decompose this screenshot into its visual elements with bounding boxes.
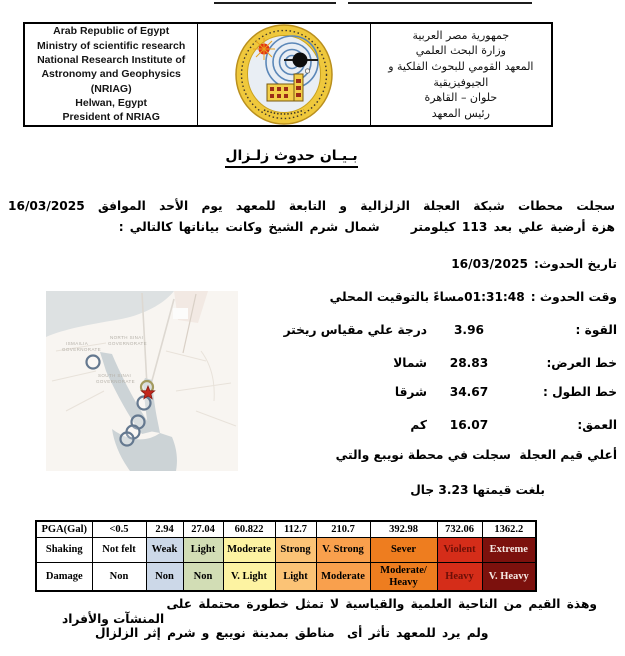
pga-header-row (36, 521, 536, 538)
shaking-row-label: Shaking (36, 538, 92, 563)
detail-row-date (451, 257, 617, 271)
detail-suffix: كم (410, 418, 427, 432)
header-line: National Research Institute of (37, 54, 186, 67)
header-line: الجيوفيزيقية (433, 75, 489, 89)
scan-artifact-line (348, 2, 532, 4)
damage-cell: V. Light (223, 563, 275, 592)
detail-suffix: شمالا (393, 356, 427, 370)
detail-label: خط العرض: (546, 356, 617, 370)
header-line: Helwan, Egypt (75, 96, 148, 109)
header-line: Astronomy and Geophysics (41, 68, 181, 81)
damage-cell: V. Heavy (482, 563, 536, 592)
svg-text:GOVERNORATE: GOVERNORATE (62, 347, 102, 352)
svg-text:NORTH SINAI: NORTH SINAI (110, 335, 144, 340)
note-line-3: ولم يرد للمعهد تأثر أى مناطق بمدينة نويبع و شرم إثر الزلزال (95, 626, 489, 640)
shaking-cell: Sever (370, 538, 437, 563)
acceleration-note-line-2: بلغت قيمتها 3.23 جال (410, 483, 545, 497)
damage-cell: Non (146, 563, 183, 592)
statement-title-wrap (0, 145, 625, 168)
pga-value-cell: <0.5 (92, 521, 146, 538)
shaking-cell: Not felt (92, 538, 146, 563)
detail-suffix: شرقا (394, 385, 427, 399)
pga-value-cell: 112.7 (275, 521, 316, 538)
header-cell-english (25, 24, 197, 125)
detail-row-longitude (395, 385, 617, 399)
detail-label: وقت الحدوث : (530, 290, 617, 304)
note-line-2: المنشآت والأفراد (62, 612, 165, 626)
shaking-cell: Moderate (223, 538, 275, 563)
detail-value: 34.67 (449, 385, 489, 399)
header-line: Ministry of scientific research (37, 39, 186, 52)
header-line: المعهد القومي للبحوث الفلكية و (388, 59, 534, 73)
damage-row (36, 563, 536, 592)
header-line: (NRIAG) (90, 82, 132, 95)
acceleration-note-line-1: أعلي قيم العجلة سجلت في محطة نويبع والتي (335, 448, 617, 462)
damage-cell: Moderate (316, 563, 370, 592)
detail-label: العمق: (577, 418, 617, 432)
damage-row-label: Damage (36, 563, 92, 592)
detail-value: 16/03/2025 (451, 257, 528, 271)
detail-value: 01:31:48 (464, 290, 525, 304)
detail-row-latitude (393, 356, 617, 370)
intro-line-2: هزة أرضية علي بعد 113 كيلومتر شمال شرم الشيخ وكانت بياناتها كالتالي : (118, 219, 615, 234)
shaking-cell: Light (183, 538, 223, 563)
damage-cell: Non (92, 563, 146, 592)
detail-value: 16.07 (449, 418, 489, 432)
pga-value-cell: 210.7 (316, 521, 370, 538)
detail-label: تاريخ الحدوث: (533, 257, 617, 271)
header-line: Arab Republic of Egypt (53, 25, 170, 38)
location-map-image (46, 291, 238, 471)
pga-value-cell: 392.98 (370, 521, 437, 538)
svg-text:SOUTH SINAI: SOUTH SINAI (98, 373, 132, 378)
intro-line-1: سجلت محطات شبكة العجلة الزلزالية و التابعة للمعهد يوم الأحد الموافق 16/03/2025 (8, 199, 615, 213)
svg-text:ISMAILIA: ISMAILIA (66, 341, 89, 346)
statement-title: بـيـان حدوث زلـزال (225, 148, 357, 168)
event-details (265, 257, 617, 517)
shaking-cell: Strong (275, 538, 316, 563)
damage-cell: Heavy (437, 563, 482, 592)
station-marker-icon (121, 433, 134, 446)
scan-artifact-line (214, 2, 336, 4)
intro-paragraph (8, 196, 615, 237)
shaking-row (36, 538, 536, 563)
pga-row-label: PGA(Gal) (36, 521, 92, 538)
note-line-1: وهذة القيم من الناحية العلمية والقياسية لا تمثل خطورة محتملة على (166, 597, 597, 611)
detail-suffix: درجة علي مقياس ريختر (283, 323, 427, 337)
nriag-logo-icon (234, 24, 334, 125)
station-marker-icon (87, 356, 100, 369)
org-header-table (23, 22, 553, 127)
detail-row-magnitude (284, 323, 617, 337)
damage-cell: Light (275, 563, 316, 592)
svg-text:GOVERNORATE: GOVERNORATE (96, 379, 136, 384)
detail-value: 28.83 (449, 356, 489, 370)
detail-label: القوة : (575, 323, 617, 337)
pga-value-cell: 60.822 (223, 521, 275, 538)
shaking-cell: Extreme (482, 538, 536, 563)
detail-row-time (330, 290, 617, 304)
header-line: وزارة البحث العلمي (415, 44, 506, 58)
epicenter-map (46, 291, 238, 471)
pga-value-cell: 732.06 (437, 521, 482, 538)
header-cell-arabic (371, 24, 551, 125)
header-line: President of NRIAG (62, 111, 160, 124)
pga-value-cell: 27.04 (183, 521, 223, 538)
shaking-cell: V. Strong (316, 538, 370, 563)
pga-value-cell: 2.94 (146, 521, 183, 538)
damage-cell: Non (183, 563, 223, 592)
header-line: رئيس المعهد (431, 106, 490, 120)
pga-value-cell: 1362.2 (482, 521, 536, 538)
shaking-cell: Weak (146, 538, 183, 563)
detail-row-depth (410, 418, 617, 432)
damage-cell: Moderate/ Heavy (370, 563, 437, 592)
shaking-cell: Violent (437, 538, 482, 563)
detail-value: 3.96 (453, 323, 485, 337)
detail-suffix: مساءً بالتوقيت المحلي (329, 290, 465, 304)
pga-intensity-table (35, 520, 537, 592)
header-line: جمهورية مصر العربية (412, 28, 510, 42)
header-cell-logo (197, 24, 370, 125)
svg-text:GOVERNORATE: GOVERNORATE (108, 341, 148, 346)
header-line: حلوان – القاهرة (424, 91, 498, 105)
detail-label: خط الطول : (542, 385, 617, 399)
